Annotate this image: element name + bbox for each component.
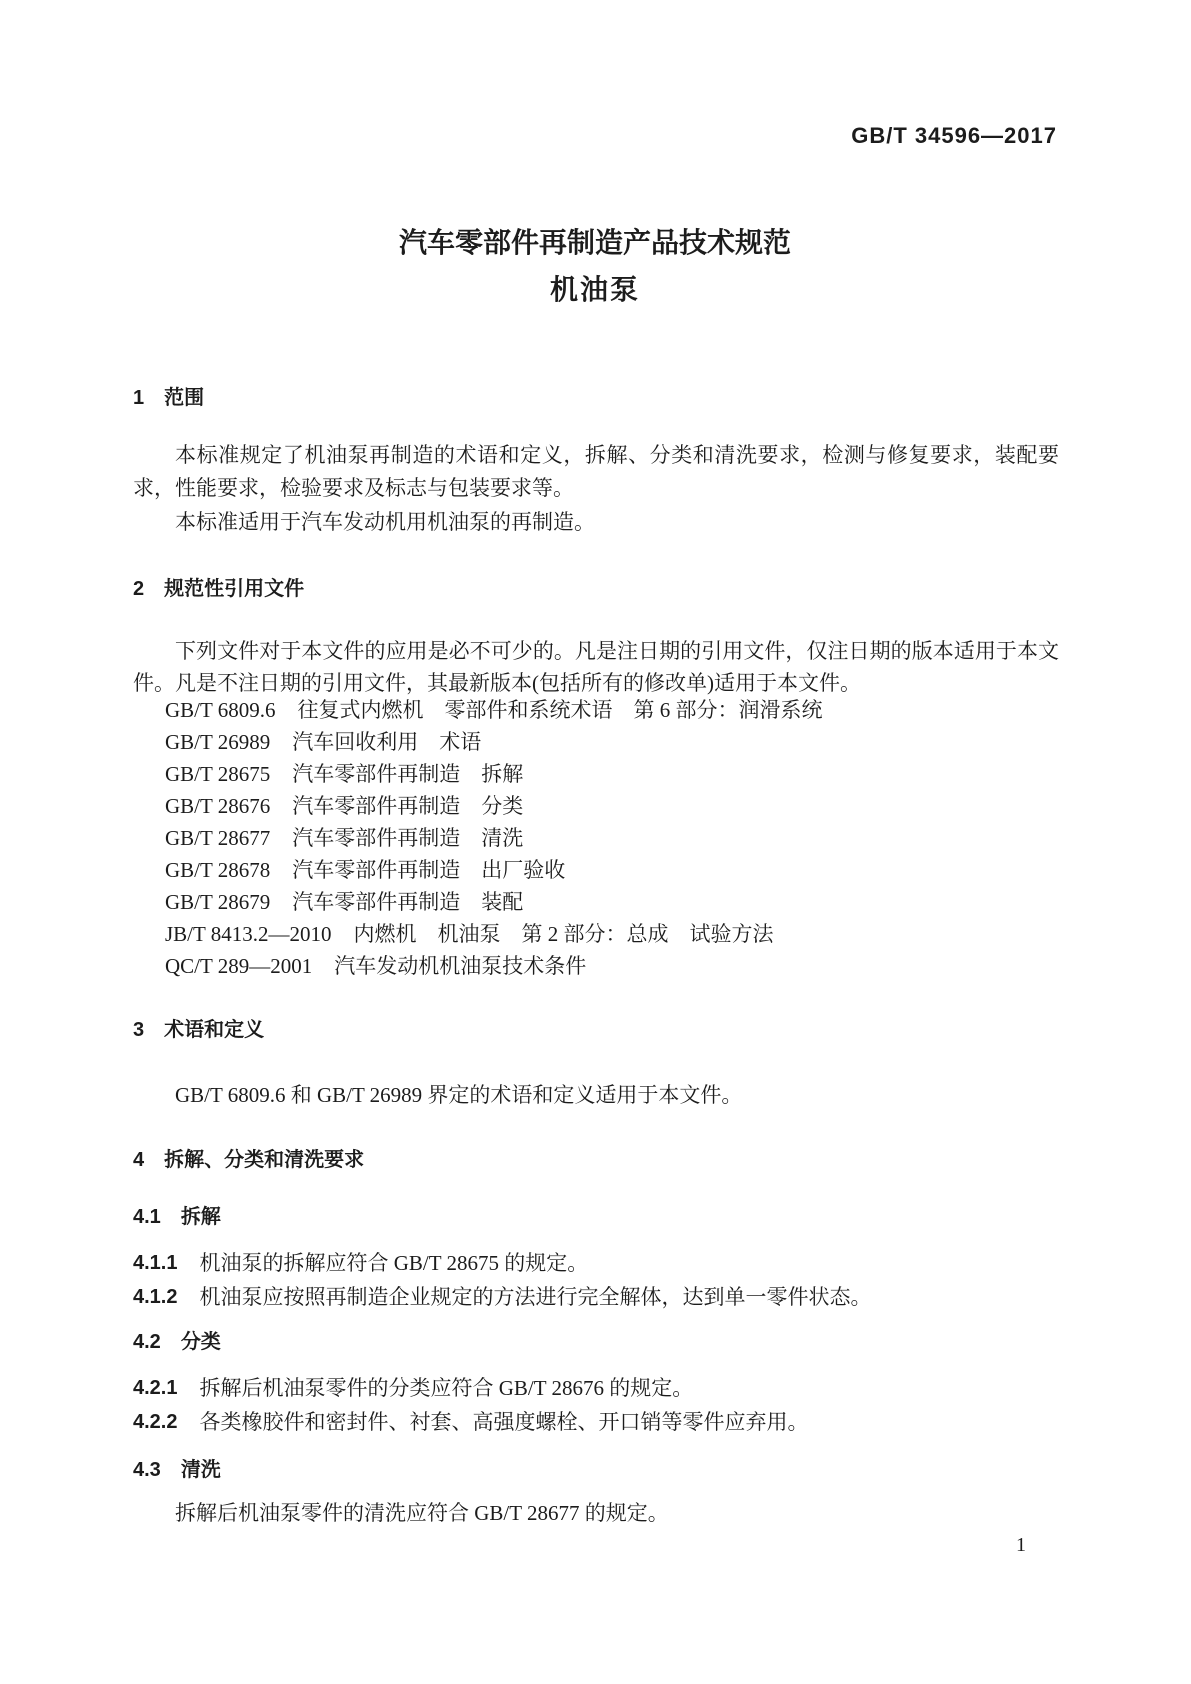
section-4-1-number: 4.1 bbox=[133, 1206, 161, 1228]
section-4-title: 拆解、分类和清洗要求 bbox=[164, 1149, 365, 1171]
section-3-title: 术语和定义 bbox=[164, 1019, 265, 1041]
clause-4-2-2-number: 4.2.2 bbox=[133, 1411, 178, 1433]
reference-item bbox=[165, 758, 1065, 790]
clause-4-1-1-text: 机油泵的拆解应符合 GB/T 28675 的规定。 bbox=[199, 1251, 589, 1275]
reference-code: GB/T 26989 bbox=[165, 730, 271, 754]
standard-number: GB/T 34596—2017 bbox=[851, 123, 1057, 148]
reference-code: GB/T 28678 bbox=[165, 858, 271, 882]
reference-item bbox=[165, 790, 1065, 822]
clause-4-1-1-number: 4.1.1 bbox=[133, 1252, 178, 1274]
reference-title: 汽车零部件再制造 拆解 bbox=[292, 762, 524, 786]
section-4-1-title: 拆解 bbox=[180, 1206, 221, 1228]
section-2-number: 2 bbox=[133, 578, 145, 600]
section-4-2-number: 4.2 bbox=[133, 1331, 161, 1353]
section-4-1-heading bbox=[133, 1205, 221, 1229]
clause-4-2-1-number: 4.2.1 bbox=[133, 1377, 178, 1399]
section-2-title: 规范性引用文件 bbox=[164, 578, 305, 600]
clause-4-2-2-text: 各类橡胶件和密封件、衬套、高强度螺栓、开口销等零件应弃用。 bbox=[199, 1410, 809, 1434]
reference-code: GB/T 28677 bbox=[165, 826, 271, 850]
reference-title: 汽车发动机机油泵技术条件 bbox=[334, 954, 587, 978]
section-1-paragraph-2: 本标准适用于汽车发动机用机油泵的再制造。 bbox=[175, 510, 595, 534]
section-1-heading bbox=[133, 386, 204, 410]
reference-item bbox=[165, 886, 1065, 918]
reference-code: GB/T 6809.6 bbox=[165, 698, 276, 722]
reference-title: 往复式内燃机 零部件和系统术语 第 6 部分：润滑系统 bbox=[297, 698, 823, 722]
clause-4-1-2-text: 机油泵应按照再制造企业规定的方法进行完全解体，达到单一零件状态。 bbox=[199, 1285, 872, 1309]
reference-item bbox=[165, 694, 1065, 726]
document-subtitle: 机油泵 bbox=[549, 274, 640, 305]
section-4-2-heading bbox=[133, 1330, 221, 1354]
section-4-3-number: 4.3 bbox=[133, 1459, 161, 1481]
normative-reference-list bbox=[165, 694, 1065, 982]
reference-title: 汽车零部件再制造 出厂验收 bbox=[292, 858, 566, 882]
reference-item bbox=[165, 854, 1065, 886]
document-title: 汽车零部件再制造产品技术规范 bbox=[398, 227, 791, 258]
section-4-3-title: 清洗 bbox=[180, 1459, 221, 1481]
section-4-number: 4 bbox=[133, 1149, 145, 1171]
reference-item bbox=[165, 726, 1065, 758]
section-4-3-heading bbox=[133, 1458, 221, 1482]
reference-title: 内燃机 机油泵 第 2 部分：总成 试验方法 bbox=[353, 922, 774, 946]
reference-title: 汽车零部件再制造 分类 bbox=[292, 794, 524, 818]
section-1-number: 1 bbox=[133, 387, 145, 409]
section-2-heading bbox=[133, 577, 304, 601]
reference-item bbox=[165, 822, 1065, 854]
clause-4-2-2 bbox=[133, 1409, 1059, 1435]
reference-code: GB/T 28676 bbox=[165, 794, 271, 818]
section-3-paragraph: GB/T 6809.6 和 GB/T 26989 界定的术语和定义适用于本文件。 bbox=[175, 1083, 743, 1107]
section-4-3-paragraph: 拆解后机油泵零件的清洗应符合 GB/T 28677 的规定。 bbox=[175, 1501, 669, 1525]
section-2-intro: 下列文件对于本文件的应用是必不可少的。凡是注日期的引用文件，仅注日期的版本适用于本文件。凡是不注日期的引用文件，其最新版本(包括所有的修改单)适用于本文件。 bbox=[133, 639, 1059, 695]
reference-code: QC/T 289—2001 bbox=[165, 954, 313, 978]
section-1-paragraph-1: 本标准规定了机油泵再制造的术语和定义，拆解、分类和清洗要求，检测与修复要求，装配要求，性能要求，检验要求及标志与包装要求等。 bbox=[133, 443, 1059, 500]
reference-item bbox=[165, 950, 1065, 982]
section-4-2-title: 分类 bbox=[180, 1331, 221, 1353]
clause-4-1-1 bbox=[133, 1250, 1059, 1276]
clause-4-1-2 bbox=[133, 1284, 1059, 1310]
section-4-heading bbox=[133, 1148, 364, 1172]
section-3-heading bbox=[133, 1018, 264, 1042]
section-3-number: 3 bbox=[133, 1019, 145, 1041]
section-1-title: 范围 bbox=[164, 387, 205, 409]
clause-4-2-1-text: 拆解后机油泵零件的分类应符合 GB/T 28676 的规定。 bbox=[199, 1376, 694, 1400]
clause-4-1-2-number: 4.1.2 bbox=[133, 1286, 178, 1308]
reference-item bbox=[165, 918, 1065, 950]
reference-code: JB/T 8413.2—2010 bbox=[165, 922, 332, 946]
reference-title: 汽车零部件再制造 清洗 bbox=[292, 826, 524, 850]
page-number: 1 bbox=[1016, 1534, 1026, 1556]
clause-4-2-1 bbox=[133, 1375, 1059, 1401]
reference-title: 汽车零部件再制造 装配 bbox=[292, 890, 524, 914]
reference-code: GB/T 28675 bbox=[165, 762, 271, 786]
reference-code: GB/T 28679 bbox=[165, 890, 271, 914]
reference-title: 汽车回收利用 术语 bbox=[292, 730, 482, 754]
